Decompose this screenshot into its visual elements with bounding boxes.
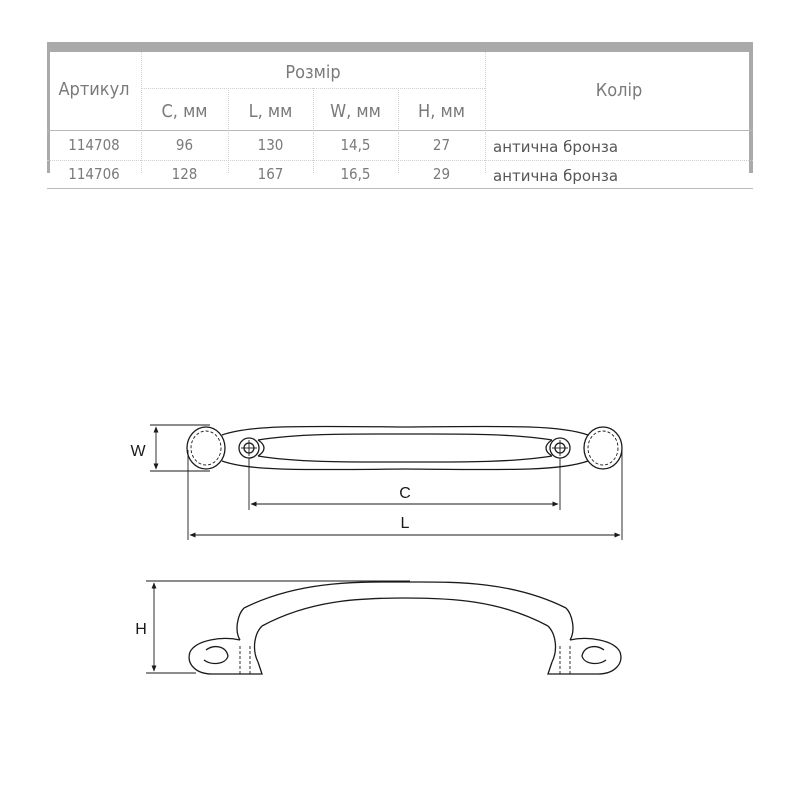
- cell-article: 114706: [68, 165, 120, 183]
- header-w: W, мм: [330, 101, 381, 122]
- cell-colour: антична бронза: [493, 138, 619, 156]
- dimension-h-label: H: [135, 621, 147, 638]
- dimension-w-label: W: [130, 443, 146, 460]
- cell-article: 114708: [68, 136, 120, 154]
- cell-colour: антична бронза: [493, 167, 619, 185]
- grid-line: [47, 160, 753, 161]
- cell-h: 29: [432, 165, 451, 183]
- cell-c: 128: [171, 165, 198, 183]
- header-colour: Колір: [595, 80, 643, 101]
- table-left-bar: [47, 52, 50, 173]
- cell-l: 167: [257, 165, 284, 183]
- header-h: H, мм: [418, 101, 465, 122]
- handle-top-view: [187, 426, 622, 469]
- grid-line: [485, 52, 486, 173]
- handle-technical-drawing: [0, 380, 800, 710]
- grid-line: [141, 88, 485, 89]
- cell-w: 14,5: [340, 136, 371, 154]
- header-article: Артикул: [58, 79, 130, 100]
- dimension-l-label: L: [400, 515, 410, 532]
- cell-h: 27: [432, 136, 451, 154]
- table-right-bar: [749, 52, 753, 173]
- table-top-bar: [47, 42, 753, 52]
- table-bottom-line: [47, 188, 753, 189]
- header-l: L, мм: [248, 101, 293, 122]
- header-divider: [47, 130, 753, 131]
- header-size: Розмір: [285, 62, 341, 83]
- cell-w: 16,5: [340, 165, 371, 183]
- header-c: C, мм: [161, 101, 208, 122]
- handle-side-view: [189, 582, 621, 674]
- dimension-c-label: C: [399, 485, 411, 502]
- cell-l: 130: [257, 136, 284, 154]
- cell-c: 96: [175, 136, 194, 154]
